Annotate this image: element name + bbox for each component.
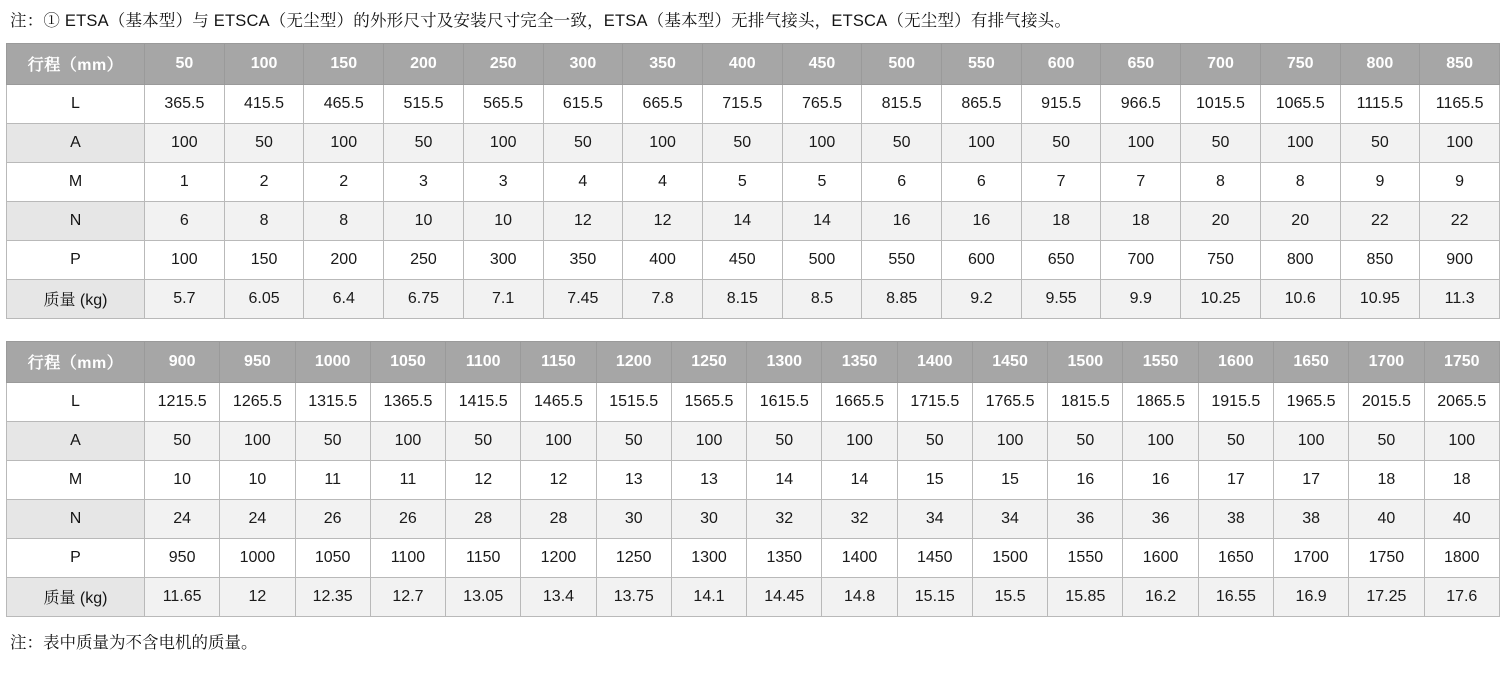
table-cell: 565.5	[463, 84, 543, 123]
table-cell: 4	[543, 162, 623, 201]
table-cell: 7.8	[623, 279, 703, 318]
column-header: 1350	[822, 341, 897, 382]
table-cell: 34	[972, 499, 1047, 538]
table-cell: 13	[596, 460, 671, 499]
table-cell: 100	[463, 123, 543, 162]
column-header: 1300	[747, 341, 822, 382]
column-header: 100	[224, 43, 304, 84]
table-cell: 12.35	[295, 577, 370, 616]
column-header: 350	[623, 43, 703, 84]
table-cell: 18	[1349, 460, 1424, 499]
row-label: N	[7, 499, 145, 538]
column-header: 950	[220, 341, 295, 382]
table-cell: 2015.5	[1349, 382, 1424, 421]
table-cell: 1750	[1349, 538, 1424, 577]
table-cell: 50	[543, 123, 623, 162]
table-cell: 14	[782, 201, 862, 240]
table-cell: 12.7	[370, 577, 445, 616]
table-cell: 12	[446, 460, 521, 499]
table-row	[7, 538, 1500, 577]
row-label: L	[7, 382, 145, 421]
table-cell: 16.9	[1273, 577, 1348, 616]
table-cell: 1500	[972, 538, 1047, 577]
table-cell: 1050	[295, 538, 370, 577]
table-row	[7, 279, 1500, 318]
column-header: 1050	[370, 341, 445, 382]
table-cell: 8	[1260, 162, 1340, 201]
table-row	[7, 382, 1500, 421]
table-cell: 1600	[1123, 538, 1198, 577]
table-cell: 10	[463, 201, 543, 240]
table-cell: 800	[1260, 240, 1340, 279]
table-cell: 50	[384, 123, 464, 162]
table-cell: 30	[596, 499, 671, 538]
table-cell: 100	[942, 123, 1022, 162]
table-cell: 715.5	[702, 84, 782, 123]
table-cell: 38	[1273, 499, 1348, 538]
column-header: 1700	[1349, 341, 1424, 382]
column-header: 1650	[1273, 341, 1348, 382]
table-cell: 4	[623, 162, 703, 201]
table-cell: 450	[702, 240, 782, 279]
table-cell: 13.05	[446, 577, 521, 616]
table-cell: 50	[446, 421, 521, 460]
table-cell: 950	[145, 538, 220, 577]
table-cell: 8	[224, 201, 304, 240]
table-cell: 1415.5	[446, 382, 521, 421]
column-header: 500	[862, 43, 942, 84]
column-header: 1450	[972, 341, 1047, 382]
table-cell: 1715.5	[897, 382, 972, 421]
table-cell: 100	[220, 421, 295, 460]
table-row	[7, 460, 1500, 499]
table-cell: 5.7	[145, 279, 225, 318]
table-cell: 2	[304, 162, 384, 201]
table-cell: 150	[224, 240, 304, 279]
table-cell: 1150	[446, 538, 521, 577]
table-cell: 100	[1101, 123, 1181, 162]
table-2-head	[7, 341, 1500, 382]
table-cell: 9	[1420, 162, 1500, 201]
table-cell: 36	[1123, 499, 1198, 538]
column-header: 150	[304, 43, 384, 84]
table-cell: 100	[1420, 123, 1500, 162]
table-cell: 16	[862, 201, 942, 240]
table-cell: 515.5	[384, 84, 464, 123]
table-cell: 615.5	[543, 84, 623, 123]
table-cell: 1550	[1048, 538, 1123, 577]
table-cell: 50	[702, 123, 782, 162]
column-header: 550	[942, 43, 1022, 84]
table-cell: 14.45	[747, 577, 822, 616]
table-cell: 415.5	[224, 84, 304, 123]
table-cell: 1165.5	[1420, 84, 1500, 123]
table-cell: 1300	[671, 538, 746, 577]
column-header: 1200	[596, 341, 671, 382]
table-cell: 2065.5	[1424, 382, 1499, 421]
table-cell: 9.2	[942, 279, 1022, 318]
table-cell: 8.15	[702, 279, 782, 318]
table-cell: 3	[463, 162, 543, 201]
table-cell: 1615.5	[747, 382, 822, 421]
table-cell: 12	[543, 201, 623, 240]
table-cell: 7.1	[463, 279, 543, 318]
table-cell: 32	[822, 499, 897, 538]
table-cell: 16	[1048, 460, 1123, 499]
row-label: A	[7, 421, 145, 460]
table-cell: 36	[1048, 499, 1123, 538]
table-cell: 100	[521, 421, 596, 460]
stroke-dimension-table-2	[6, 341, 1500, 617]
column-header: 200	[384, 43, 464, 84]
table-cell: 50	[1181, 123, 1261, 162]
table-cell: 15	[972, 460, 1047, 499]
table-cell: 465.5	[304, 84, 384, 123]
table-cell: 28	[446, 499, 521, 538]
table-cell: 200	[304, 240, 384, 279]
table-cell: 1115.5	[1340, 84, 1420, 123]
stroke-dimension-table-1	[6, 43, 1500, 319]
table-cell: 6	[862, 162, 942, 201]
table-cell: 32	[747, 499, 822, 538]
column-header: 1100	[446, 341, 521, 382]
column-header: 1600	[1198, 341, 1273, 382]
table-cell: 22	[1340, 201, 1420, 240]
table-cell: 3	[384, 162, 464, 201]
table-cell: 15	[897, 460, 972, 499]
table-cell: 18	[1101, 201, 1181, 240]
table-cell: 34	[897, 499, 972, 538]
row-label: P	[7, 240, 145, 279]
table-cell: 8	[1181, 162, 1261, 201]
table-cell: 10.95	[1340, 279, 1420, 318]
table-cell: 10	[384, 201, 464, 240]
table-cell: 1515.5	[596, 382, 671, 421]
table-cell: 100	[370, 421, 445, 460]
table-cell: 100	[623, 123, 703, 162]
table-cell: 1200	[521, 538, 596, 577]
table-cell: 9	[1340, 162, 1420, 201]
table-cell: 12	[521, 460, 596, 499]
table-cell: 13	[671, 460, 746, 499]
table-cell: 6.75	[384, 279, 464, 318]
table-cell: 16.2	[1123, 577, 1198, 616]
row-label: 质量 (kg)	[7, 279, 145, 318]
table-cell: 6.4	[304, 279, 384, 318]
table-cell: 1315.5	[295, 382, 370, 421]
table-cell: 1765.5	[972, 382, 1047, 421]
column-header: 1550	[1123, 341, 1198, 382]
table-cell: 50	[1340, 123, 1420, 162]
column-header: 1250	[671, 341, 746, 382]
table-cell: 15.5	[972, 577, 1047, 616]
table-cell: 40	[1424, 499, 1499, 538]
column-header: 850	[1420, 43, 1500, 84]
table-cell: 1350	[747, 538, 822, 577]
table-cell: 7	[1101, 162, 1181, 201]
table-cell: 1015.5	[1181, 84, 1261, 123]
table-2-body	[7, 382, 1500, 616]
table-cell: 850	[1340, 240, 1420, 279]
table-cell: 500	[782, 240, 862, 279]
table-cell: 2	[224, 162, 304, 201]
column-header: 50	[145, 43, 225, 84]
table-cell: 24	[220, 499, 295, 538]
table-1-head	[7, 43, 1500, 84]
table-cell: 100	[304, 123, 384, 162]
table-cell: 17	[1198, 460, 1273, 499]
row-label: 质量 (kg)	[7, 577, 145, 616]
table-cell: 750	[1181, 240, 1261, 279]
table-cell: 1565.5	[671, 382, 746, 421]
table-cell: 5	[702, 162, 782, 201]
table-cell: 6	[145, 201, 225, 240]
column-header: 750	[1260, 43, 1340, 84]
table-cell: 22	[1420, 201, 1500, 240]
table-cell: 250	[384, 240, 464, 279]
table-cell: 1100	[370, 538, 445, 577]
table-cell: 6	[942, 162, 1022, 201]
table-cell: 865.5	[942, 84, 1022, 123]
note-top: 注：① ETSA（基本型）与 ETSCA（无尘型）的外形尺寸及安装尺寸完全一致，ETSA（基本型）无排气接头，ETSCA（无尘型）有排气接头。	[10, 12, 1072, 30]
column-header: 450	[782, 43, 862, 84]
table-row	[7, 499, 1500, 538]
column-header: 800	[1340, 43, 1420, 84]
table-cell: 8	[304, 201, 384, 240]
column-header: 300	[543, 43, 623, 84]
table-cell: 1700	[1273, 538, 1348, 577]
table-row	[7, 201, 1500, 240]
table-row	[7, 577, 1500, 616]
row-label: P	[7, 538, 145, 577]
table-cell: 1465.5	[521, 382, 596, 421]
table-cell: 8.85	[862, 279, 942, 318]
table-cell: 50	[1048, 421, 1123, 460]
table-cell: 14	[702, 201, 782, 240]
table-cell: 15.15	[897, 577, 972, 616]
table-cell: 100	[145, 240, 225, 279]
row-label: M	[7, 460, 145, 499]
table-cell: 7	[1021, 162, 1101, 201]
row-label: A	[7, 123, 145, 162]
table-cell: 14	[822, 460, 897, 499]
table-cell: 900	[1420, 240, 1500, 279]
table-cell: 14	[747, 460, 822, 499]
table-cell: 16	[1123, 460, 1198, 499]
table-cell: 1265.5	[220, 382, 295, 421]
table-cell: 1250	[596, 538, 671, 577]
table-cell: 13.4	[521, 577, 596, 616]
row-label: N	[7, 201, 145, 240]
table-cell: 1450	[897, 538, 972, 577]
column-header: 1000	[295, 341, 370, 382]
table-row	[7, 123, 1500, 162]
table-cell: 100	[1424, 421, 1499, 460]
table-cell: 30	[671, 499, 746, 538]
table-cell: 50	[224, 123, 304, 162]
row-label: L	[7, 84, 145, 123]
table-cell: 10	[145, 460, 220, 499]
table-cell: 1365.5	[370, 382, 445, 421]
table-cell: 100	[822, 421, 897, 460]
table-cell: 11.3	[1420, 279, 1500, 318]
column-header: 1400	[897, 341, 972, 382]
table-cell: 38	[1198, 499, 1273, 538]
table-1-header-label: 行程（mm）	[7, 43, 145, 84]
table-cell: 11	[295, 460, 370, 499]
table-cell: 15.85	[1048, 577, 1123, 616]
table-cell: 10	[220, 460, 295, 499]
table-cell: 765.5	[782, 84, 862, 123]
table-cell: 50	[747, 421, 822, 460]
table-cell: 1215.5	[145, 382, 220, 421]
table-cell: 13.75	[596, 577, 671, 616]
table-cell: 5	[782, 162, 862, 201]
table-cell: 966.5	[1101, 84, 1181, 123]
table-cell: 665.5	[623, 84, 703, 123]
table-cell: 915.5	[1021, 84, 1101, 123]
table-cell: 28	[521, 499, 596, 538]
table-cell: 650	[1021, 240, 1101, 279]
table-cell: 1800	[1424, 538, 1499, 577]
table-cell: 24	[145, 499, 220, 538]
table-cell: 7.45	[543, 279, 623, 318]
table-cell: 100	[145, 123, 225, 162]
table-cell: 11.65	[145, 577, 220, 616]
column-header: 250	[463, 43, 543, 84]
table-cell: 350	[543, 240, 623, 279]
column-header: 600	[1021, 43, 1101, 84]
table-cell: 1665.5	[822, 382, 897, 421]
column-header: 1150	[521, 341, 596, 382]
table-row	[7, 421, 1500, 460]
table-cell: 50	[862, 123, 942, 162]
table-cell: 300	[463, 240, 543, 279]
table-cell: 16	[942, 201, 1022, 240]
table-cell: 50	[295, 421, 370, 460]
table-cell: 400	[623, 240, 703, 279]
table-cell: 1400	[822, 538, 897, 577]
table-cell: 17.6	[1424, 577, 1499, 616]
table-cell: 1865.5	[1123, 382, 1198, 421]
table-cell: 18	[1424, 460, 1499, 499]
table-cell: 20	[1260, 201, 1340, 240]
table-cell: 365.5	[145, 84, 225, 123]
table-cell: 1915.5	[1198, 382, 1273, 421]
note-bottom: 注：表中质量为不含电机的质量。	[10, 633, 258, 652]
table-header-row	[7, 43, 1500, 84]
table-2-header-label: 行程（mm）	[7, 341, 145, 382]
column-header: 650	[1101, 43, 1181, 84]
table-cell: 40	[1349, 499, 1424, 538]
table-cell: 1000	[220, 538, 295, 577]
table-cell: 9.55	[1021, 279, 1101, 318]
table-cell: 600	[942, 240, 1022, 279]
table-cell: 815.5	[862, 84, 942, 123]
table-gap	[6, 319, 1500, 341]
table-cell: 100	[671, 421, 746, 460]
table-cell: 12	[220, 577, 295, 616]
table-cell: 1	[145, 162, 225, 201]
table-cell: 9.9	[1101, 279, 1181, 318]
table-cell: 100	[972, 421, 1047, 460]
table-cell: 16.55	[1198, 577, 1273, 616]
table-cell: 14.8	[822, 577, 897, 616]
table-row	[7, 84, 1500, 123]
table-cell: 14.1	[671, 577, 746, 616]
table-cell: 100	[782, 123, 862, 162]
column-header: 1500	[1048, 341, 1123, 382]
table-cell: 1815.5	[1048, 382, 1123, 421]
table-cell: 10.25	[1181, 279, 1261, 318]
table-cell: 8.5	[782, 279, 862, 318]
table-cell: 6.05	[224, 279, 304, 318]
column-header: 1750	[1424, 341, 1499, 382]
table-cell: 50	[1021, 123, 1101, 162]
table-cell: 18	[1021, 201, 1101, 240]
column-header: 400	[702, 43, 782, 84]
table-cell: 26	[295, 499, 370, 538]
table-cell: 100	[1123, 421, 1198, 460]
table-row	[7, 240, 1500, 279]
table-cell: 50	[1349, 421, 1424, 460]
table-cell: 50	[145, 421, 220, 460]
column-header: 900	[145, 341, 220, 382]
table-cell: 17.25	[1349, 577, 1424, 616]
table-cell: 700	[1101, 240, 1181, 279]
table-cell: 50	[897, 421, 972, 460]
table-cell: 1065.5	[1260, 84, 1340, 123]
table-cell: 100	[1260, 123, 1340, 162]
table-1-body	[7, 84, 1500, 318]
table-cell: 1650	[1198, 538, 1273, 577]
table-cell: 1965.5	[1273, 382, 1348, 421]
table-cell: 50	[596, 421, 671, 460]
column-header: 700	[1181, 43, 1261, 84]
row-label: M	[7, 162, 145, 201]
table-cell: 12	[623, 201, 703, 240]
table-header-row	[7, 341, 1500, 382]
table-cell: 11	[370, 460, 445, 499]
table-cell: 10.6	[1260, 279, 1340, 318]
table-cell: 50	[1198, 421, 1273, 460]
table-cell: 550	[862, 240, 942, 279]
table-row	[7, 162, 1500, 201]
table-cell: 100	[1273, 421, 1348, 460]
table-cell: 17	[1273, 460, 1348, 499]
table-cell: 26	[370, 499, 445, 538]
table-cell: 20	[1181, 201, 1261, 240]
